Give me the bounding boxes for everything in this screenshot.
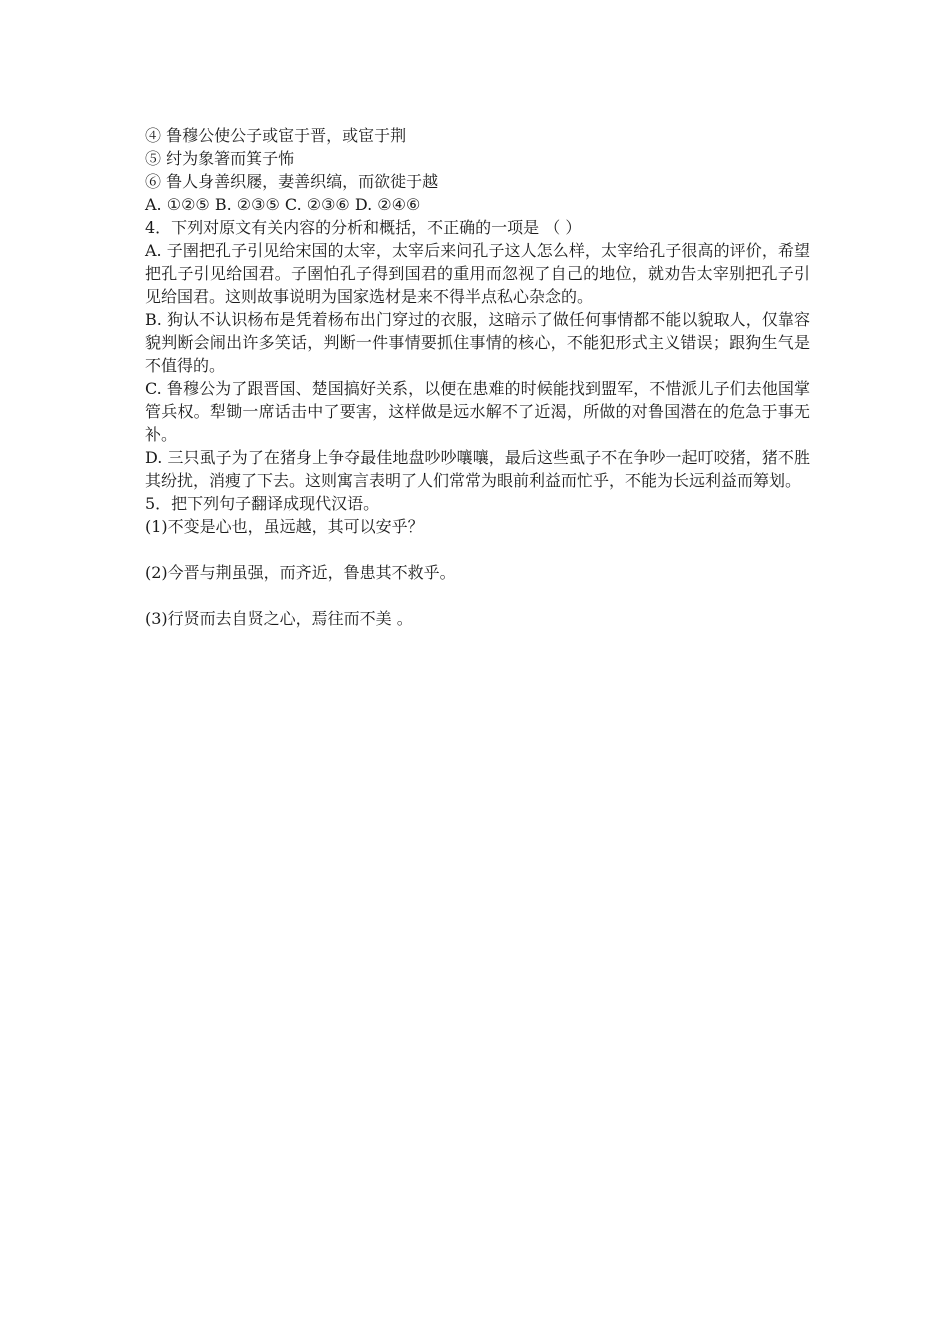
question-4-option-b: B. 狗认不认识杨布是凭着杨布出门穿过的衣服，这暗示了做任何事情都不能以貌取人，仅靠容貌判断会闹出许多笑话，判断一件事情要抓住事情的核心，不能犯形式主义错误；跟狗生气是不值得的。 [145, 310, 810, 375]
question-5-sentence-1: (1)不变是心也，虽远越，其可以安乎？ [145, 517, 424, 536]
answer-space [145, 584, 810, 607]
question-5-stem: 5．把下列句子翻译成现代汉语。 [145, 494, 380, 513]
question-3-options: A. ①②⑤ B. ②③⑤ C. ②③⑥ D. ②④⑥ [145, 195, 421, 214]
question-4-stem: 4．下列对原文有关内容的分析和概括，不正确的一项是 （ ） [145, 218, 582, 237]
question-4-option-a: A. 子圉把孔子引见给宋国的太宰，太宰后来问孔子这人怎么样，太宰给孔子很高的评价，希望把孔子引见给国君。子圉怕孔子得到国君的重用而忽视了自己的地位，就劝告太宰别把孔子引见给国君。这则故事说明为国家选材是来不得半点私心杂念的。 [145, 241, 810, 306]
item-5: ⑤ 纣为象箸而箕子怖 [145, 149, 295, 168]
question-4-option-c: C. 鲁穆公为了跟晋国、楚国搞好关系，以便在患难的时候能找到盟军，不惜派儿子们去他国掌管兵权。犁锄一席话击中了要害，这样做是远水解不了近渴，所做的对鲁国潜在的危急于事无补。 [145, 379, 810, 444]
question-5-sentence-3: (3)行贤而去自贤之心，焉往而不美 。 [145, 609, 413, 628]
answer-space [145, 538, 810, 561]
item-4: ④ 鲁穆公使公子或宦于晋，或宦于荆 [145, 126, 407, 145]
question-5-sentence-2: (2)今晋与荆虽强，而齐近，鲁患其不救乎。 [145, 563, 456, 582]
document-page [145, 124, 810, 630]
question-4-option-d: D. 三只虱子为了在猪身上争夺最佳地盘吵吵嚷嚷，最后这些虱子不在争吵一起叮咬猪，猪不胜其纷扰，消瘦了下去。这则寓言表明了人们常常为眼前利益而忙乎，不能为长远利益而筹划。 [145, 448, 810, 490]
item-6: ⑥ 鲁人身善织屦，妻善织缟，而欲徙于越 [145, 172, 439, 191]
